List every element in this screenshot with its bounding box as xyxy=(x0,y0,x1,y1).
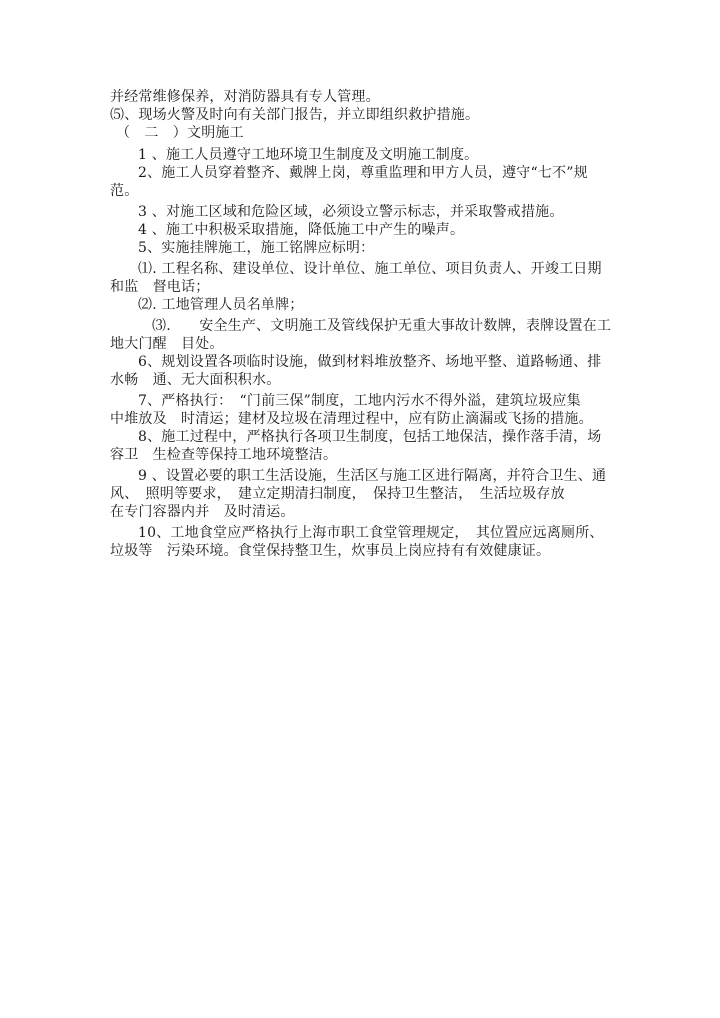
text-line: 7、严格执行： “门前三保”制度，工地内污水不得外溢，建筑垃圾应集 xyxy=(138,393,581,409)
text-line: 和监 督电话； xyxy=(110,279,210,295)
section-heading: （ 二 ）文明施工 xyxy=(116,125,244,141)
text-line: 风、 照明等要求， 建立定期清扫制度， 保持卫生整洁， 生活垃圾存放 xyxy=(110,486,565,502)
text-line: 9 、设置必要的职工生活设施，生活区与施工区进行隔离，并符合卫生、通 xyxy=(138,468,607,484)
text-line: 垃圾等 污染环境。食堂保持整卫生，炊事员上岗应持有有效健康证。 xyxy=(110,543,551,559)
text-line: 容卫 生检查等保持工地环境整洁。 xyxy=(110,447,338,463)
text-line: ⑴. 工程名称、建设单位、设计单位、施工单位、项目负责人、开竣工日期 xyxy=(138,261,602,277)
text-line: 范。 xyxy=(110,183,139,199)
text-line: ⑵. 工地管理人员名单牌； xyxy=(138,297,304,313)
text-line: 8、施工过程中，严格执行各项卫生制度，包括工地保洁，操作落手清，场 xyxy=(138,429,602,445)
text-line: 6、规划设置各项临时设施，做到材料堆放整齐、场地平整、道路畅通、排 xyxy=(138,354,602,370)
text-line: 中堆放及 时清运；建材及垃圾在清理过程中，应有防止滴漏或飞扬的措施。 xyxy=(110,411,593,427)
text-line: 3 、对施工区域和危险区域，必须设立警示标志，并采取警戒措施。 xyxy=(138,204,564,220)
text-line: 10、工地食堂应严格执行上海市职工食堂管理规定， 其位置应远离厕所、 xyxy=(138,525,604,541)
text-line: 并经常维修保养，对消防器具有专人管理。 xyxy=(110,89,380,105)
text-line: ⑸、现场火警及时向有关部门报告，并立即组织救护措施。 xyxy=(110,107,480,123)
text-line: 在专门容器内并 及时清运。 xyxy=(110,504,295,520)
text-line: 水畅 通、无大面积积水。 xyxy=(110,372,281,388)
text-line: 4 、施工中积极采取措施，降低施工中产生的噪声。 xyxy=(138,222,465,238)
text-line: ⑶. 安全生产、文明施工及管线保护无重大事故计数牌，表牌设置在工 xyxy=(152,318,612,334)
text-line: 1 、施工人员遵守工地环境卫生制度及文明施工制度。 xyxy=(138,147,479,163)
text-line: 2、施工人员穿着整齐、戴牌上岗，尊重监理和甲方人员，遵守“七不”规 xyxy=(138,165,588,181)
text-line: 5、实施挂牌施工，施工铭牌应标明： xyxy=(138,240,375,256)
text-line: 地大门醒 目处。 xyxy=(110,336,224,352)
